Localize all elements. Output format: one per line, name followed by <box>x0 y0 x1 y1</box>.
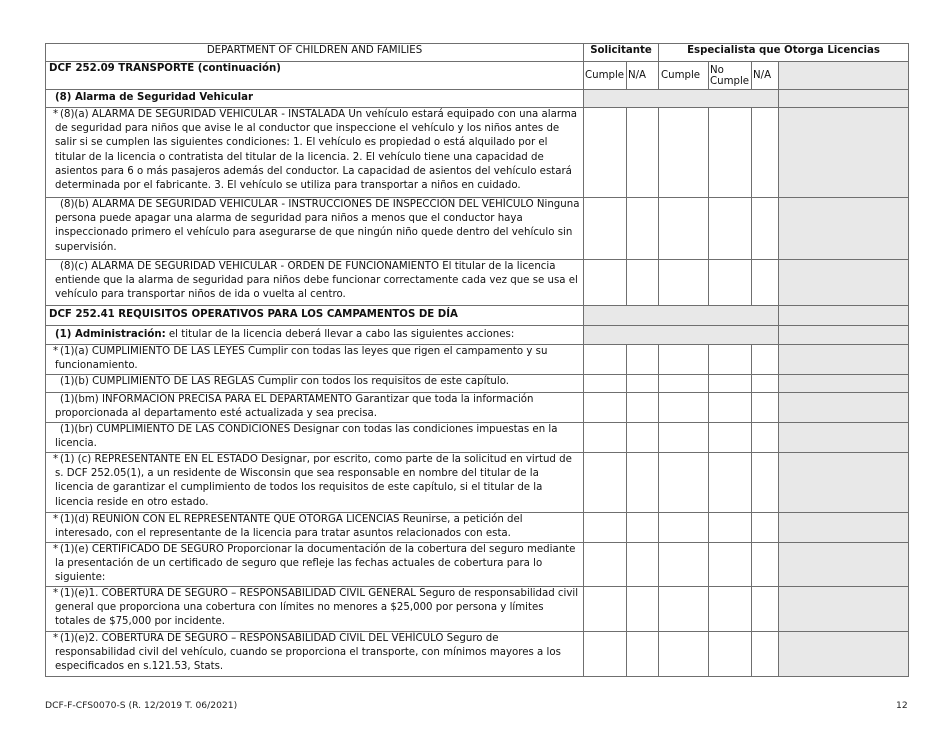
checkbox-cell[interactable] <box>584 586 627 631</box>
checkbox-cell[interactable] <box>709 198 752 260</box>
table-row <box>46 260 909 306</box>
checkbox-cell[interactable] <box>584 108 627 198</box>
checkbox-cell[interactable] <box>584 631 627 676</box>
section-title: DCF 252.09 TRANSPORTE (continuación) <box>46 62 584 90</box>
requirement-text: * (1)(e)1. COBERTURA DE SEGURO – RESPONSABILIDAD CIVIL GENERAL Seguro de responsabilidad civil general que proporciona una cobertura con límites no menores a $25,000 por persona y límites totales de $75,000 por incidente. <box>46 586 584 631</box>
table-row <box>46 108 909 198</box>
checkbox-cell[interactable] <box>627 260 659 306</box>
section-label: DCF 252.41 REQUISITOS OPERATIVOS PARA LOS CAMPAMENTOS DE DÍA <box>46 306 584 326</box>
checkbox-cell[interactable] <box>659 198 709 260</box>
checkbox-cell[interactable] <box>709 631 752 676</box>
table-row <box>46 198 909 260</box>
checkbox-cell[interactable] <box>752 375 779 393</box>
requirement-text: * (1)(e) CERTIFICADO DE SEGURO Proporcionar la documentación de la cobertura del seguro mediante la presentación de un certificado de seguro que refleje las fechas actuales de cobertura para lo siguiente: <box>46 543 584 587</box>
checkbox-cell[interactable] <box>584 375 627 393</box>
table-row <box>46 423 909 453</box>
checkbox-cell[interactable] <box>659 375 709 393</box>
checkbox-cell[interactable] <box>627 393 659 423</box>
table-row <box>46 543 909 587</box>
checkbox-cell[interactable] <box>709 543 752 587</box>
checkbox-cell[interactable] <box>584 345 627 375</box>
requirement-text: (8)(c) ALARMA DE SEGURIDAD VEHICULAR - ORDEN DE FUNCIONAMIENTO El titular de la licencia entiende que la alarma de seguridad para niños debe funcionar correctamente cada vez que se usa el vehículo para transportar niños de ida o vuelta al centro. <box>46 260 584 306</box>
table-row <box>46 375 909 393</box>
checkbox-cell[interactable] <box>584 453 627 513</box>
subsection-label: (8) Alarma de Seguridad Vehicular <box>46 90 584 108</box>
checkbox-cell[interactable] <box>659 260 709 306</box>
checkbox-cell[interactable] <box>627 345 659 375</box>
checkbox-cell[interactable] <box>627 586 659 631</box>
especialista-heading: Especialista que Otorga Licencias <box>659 44 909 62</box>
checkbox-cell[interactable] <box>752 543 779 587</box>
checkbox-cell[interactable] <box>627 631 659 676</box>
form-id: DCF-F-CFS0070-S (R. 12/2019 T. 06/2021) <box>45 700 238 711</box>
requirement-text: (1)(b) CUMPLIMIENTO DE LAS REGLAS Cumplir con todos los requisitos de este capítulo. <box>46 375 584 393</box>
checkbox-cell[interactable] <box>752 108 779 198</box>
table-header-row <box>46 44 909 62</box>
checkbox-cell[interactable] <box>659 543 709 587</box>
checkbox-cell[interactable] <box>709 108 752 198</box>
checkbox-cell[interactable] <box>627 453 659 513</box>
checkbox-cell[interactable] <box>709 393 752 423</box>
checkbox-cell[interactable] <box>709 586 752 631</box>
table-row <box>46 513 909 543</box>
table-row <box>46 631 909 676</box>
checkbox-cell[interactable] <box>752 453 779 513</box>
page-number: 12 <box>896 700 908 711</box>
checkbox-cell[interactable] <box>752 586 779 631</box>
requirement-text: (1)(bm) INFORMACIÓN PRECISA PARA EL DEPARTAMENTO Garantizar que toda la información proporcionada al departamento esté actualizada y sea precisa. <box>46 393 584 423</box>
requirement-text: * (8)(a) ALARMA DE SEGURIDAD VEHICULAR - INSTALADA Un vehículo estará equipado con una alarma de seguridad para niños que avise le al conductor que inspeccione el vehículo y los niños antes de salir si se cumplen las siguientes condiciones: 1. El vehículo es propiedad o está alquilado por el titular de la licencia o contratista del titular de la licencia. 2. El vehículo tiene una capacidad de asientos para 6 o más pasajeros además del conductor. La capacidad de asientos del vehículo estará determinada por el fabricante. 3. El vehículo se utiliza para transportar a niños en cuidado. <box>46 108 584 198</box>
checkbox-cell[interactable] <box>584 543 627 587</box>
col-na-specialist: N/A <box>752 62 779 90</box>
requirement-text: * (1)(d) REUNIÓN CON EL REPRESENTANTE QUE OTORGA LICENCIAS Reunirse, a petición del interesado, con el representante de la licencia para tratar asuntos relacionados con esta. <box>46 513 584 543</box>
checkbox-cell[interactable] <box>752 423 779 453</box>
checkbox-cell[interactable] <box>752 198 779 260</box>
col-cumple-applicant: Cumple <box>584 62 627 90</box>
compliance-table <box>45 43 909 677</box>
checkbox-cell[interactable] <box>709 513 752 543</box>
table-row <box>46 393 909 423</box>
col-no-cumple-specialist: No Cumple <box>709 62 752 90</box>
col-na-applicant: N/A <box>627 62 659 90</box>
requirement-text: (1)(br) CUMPLIMIENTO DE LAS CONDICIONES Designar con todas las condiciones impuestas en la licencia. <box>46 423 584 453</box>
checkbox-cell[interactable] <box>584 260 627 306</box>
checkbox-cell[interactable] <box>659 631 709 676</box>
checkbox-cell[interactable] <box>627 375 659 393</box>
checkbox-cell[interactable] <box>709 375 752 393</box>
checkbox-cell[interactable] <box>752 631 779 676</box>
subsection-row <box>46 90 909 108</box>
table-row <box>46 453 909 513</box>
requirement-text: * (1)(e)2. COBERTURA DE SEGURO – RESPONSABILIDAD CIVIL DEL VEHÍCULO Seguro de responsabilidad civil del vehículo, cuando se proporciona el transporte, con mínimos mayores a los especificados en s.121.53, Stats. <box>46 631 584 676</box>
requirement-text: (8)(b) ALARMA DE SEGURIDAD VEHICULAR - INSTRUCCIONES DE INSPECCIÓN DEL VEHÍCULO Ninguna persona puede apagar una alarma de seguridad para niños a menos que el conductor haya inspeccionado primero el vehículo para asegurarse de que ningún niño quede dentro del vehículo sin supervisión. <box>46 198 584 260</box>
checkbox-cell[interactable] <box>659 453 709 513</box>
checkbox-cell[interactable] <box>627 423 659 453</box>
department-heading: DEPARTMENT OF CHILDREN AND FAMILIES <box>46 44 584 62</box>
checkbox-cell[interactable] <box>752 393 779 423</box>
gray-margin <box>779 62 909 90</box>
checkbox-cell[interactable] <box>709 423 752 453</box>
checkbox-cell[interactable] <box>659 345 709 375</box>
checkbox-cell[interactable] <box>752 260 779 306</box>
checkbox-cell[interactable] <box>659 586 709 631</box>
checkbox-cell[interactable] <box>584 198 627 260</box>
checkbox-cell[interactable] <box>752 513 779 543</box>
table-row <box>46 345 909 375</box>
checkbox-cell[interactable] <box>659 423 709 453</box>
requirement-text: * (1) (c) REPRESENTANTE EN EL ESTADO Designar, por escrito, como parte de la solicitud en virtud de s. DCF 252.05(1), a un residente de Wisconsin que sea responsable en nombre del titular de la licencia de garantizar el cumplimiento de todos los requisitos de este capítulo, si el titular de la licencia reside en otro estado. <box>46 453 584 513</box>
checkbox-cell[interactable] <box>709 345 752 375</box>
checkbox-cell[interactable] <box>709 260 752 306</box>
table-row <box>46 586 909 631</box>
checkbox-cell[interactable] <box>584 513 627 543</box>
checkbox-cell[interactable] <box>584 423 627 453</box>
checkbox-cell[interactable] <box>659 393 709 423</box>
admin-row <box>46 326 909 345</box>
checkbox-cell[interactable] <box>627 543 659 587</box>
col-cumple-specialist: Cumple <box>659 62 709 90</box>
checkbox-cell[interactable] <box>627 198 659 260</box>
table-subheader-row <box>46 62 909 90</box>
checkbox-cell[interactable] <box>627 513 659 543</box>
admin-text: (1) Administración: el titular de la licencia deberá llevar a cabo las siguientes acciones: <box>46 326 584 345</box>
checkbox-cell[interactable] <box>659 108 709 198</box>
requirement-text: * (1)(a) CUMPLIMIENTO DE LAS LEYES Cumplir con todas las leyes que rigen el campamento y su funcionamiento. <box>46 345 584 375</box>
checkbox-cell[interactable] <box>584 393 627 423</box>
solicitante-heading: Solicitante <box>584 44 659 62</box>
checkbox-cell[interactable] <box>627 108 659 198</box>
section-row <box>46 306 909 326</box>
checkbox-cell[interactable] <box>752 345 779 375</box>
checkbox-cell[interactable] <box>659 513 709 543</box>
checkbox-cell[interactable] <box>709 453 752 513</box>
